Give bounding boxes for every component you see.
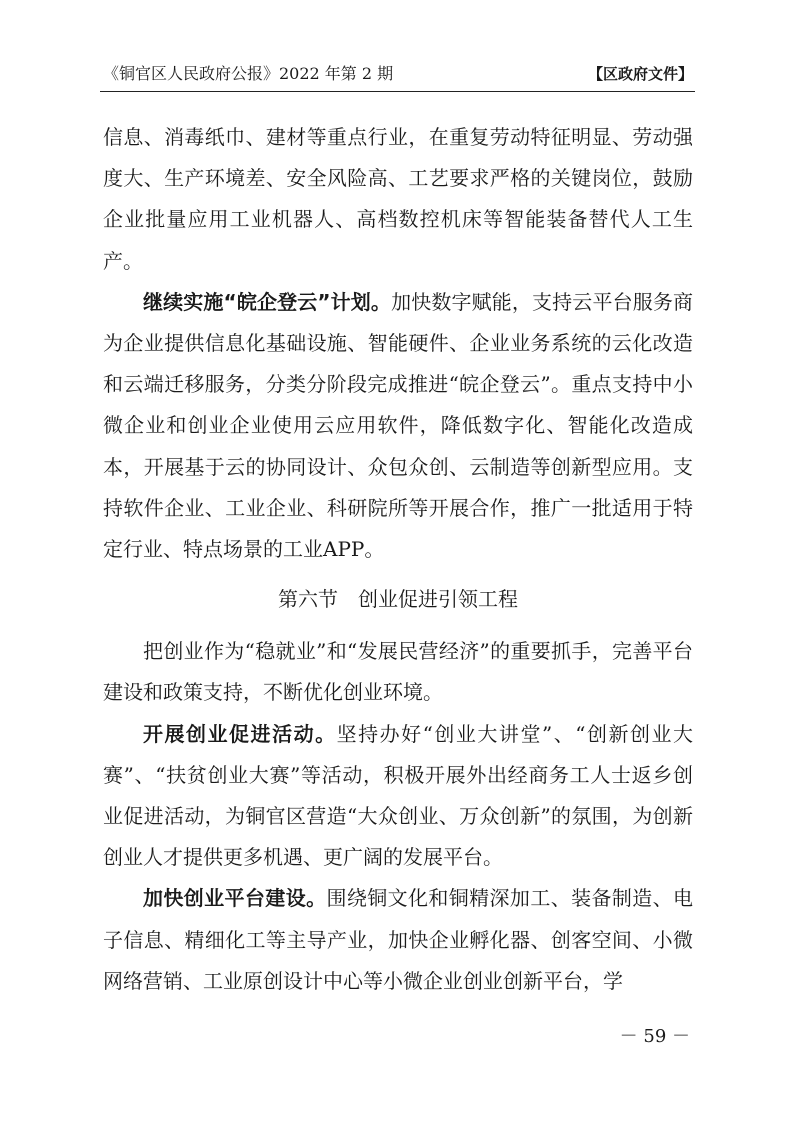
bulletin-title: 《铜官区人民政府公报》2022 年第 2 期 (103, 64, 394, 83)
paragraph-lead: 继续实施“皖企登云”计划。 (143, 289, 392, 314)
paragraph-text: 把创业作为“稳就业”和“发展民营经济”的重要抓手，完善平台建设和政策支持，不断优化创业环境。 (103, 639, 693, 705)
document-category: 【区政府文件】 (587, 65, 693, 83)
paragraph-text: 围绕铜文化和铜精深加工、装备制造、电子信息、精细化工等主导产业，加快企业孵化器、创客空间、小微网络营销、工业原创设计中心等小微企业创业创新平台，学 (103, 886, 694, 993)
paragraph-continued (103, 117, 693, 282)
paragraph-platform (103, 878, 693, 1002)
paragraph-activities (103, 714, 693, 879)
header-divider (100, 91, 695, 92)
section-title: 第六节 创业促进引领工程 (278, 587, 518, 612)
document-body (103, 117, 693, 1002)
paragraph-text: 坚持办好“创业大讲堂”、“创新创业大赛”、“扶贫创业大赛”等活动，积极开展外出经商务工人士返乡创业促进活动，为铜官区营造“大众创业、万众创新”的氛围，为创新创业人才提供更多机遇、更广阔的发展平台。 (103, 721, 693, 870)
paragraph-intro (103, 631, 693, 713)
paragraph-lead: 开展创业促进活动。 (143, 721, 337, 746)
page-header (103, 62, 693, 86)
page-number: － 59 － (619, 1026, 690, 1047)
paragraph-text: 信息、消毒纸巾、建材等重点行业，在重复劳动特征明显、劳动强度大、生产环境差、安全风险高、工艺要求严格的关键岗位，鼓励企业批量应用工业机器人、高档数控机床等智能装备替代人工生产。 (103, 125, 693, 273)
paragraph-text: 加快数字赋能，支持云平台服务商为企业提供信息化基础设施、智能硬件、企业业务系统的云化改造和云端迁移服务，分类分阶段完成推进“皖企登云”。重点支持中小微企业和创业企业使用云应用软件，降低数字化、智能化改造成本，开展基于云的协同设计、众包众创、云制造等创新型应用。支持软件企业、工业企业、科研院所等开展合作，推广一批适用于特定行业、特点场景的工业APP。 (103, 289, 693, 562)
paragraph-lead: 加快创业平台建设。 (143, 886, 327, 911)
paragraph-cloud-plan (103, 282, 693, 570)
